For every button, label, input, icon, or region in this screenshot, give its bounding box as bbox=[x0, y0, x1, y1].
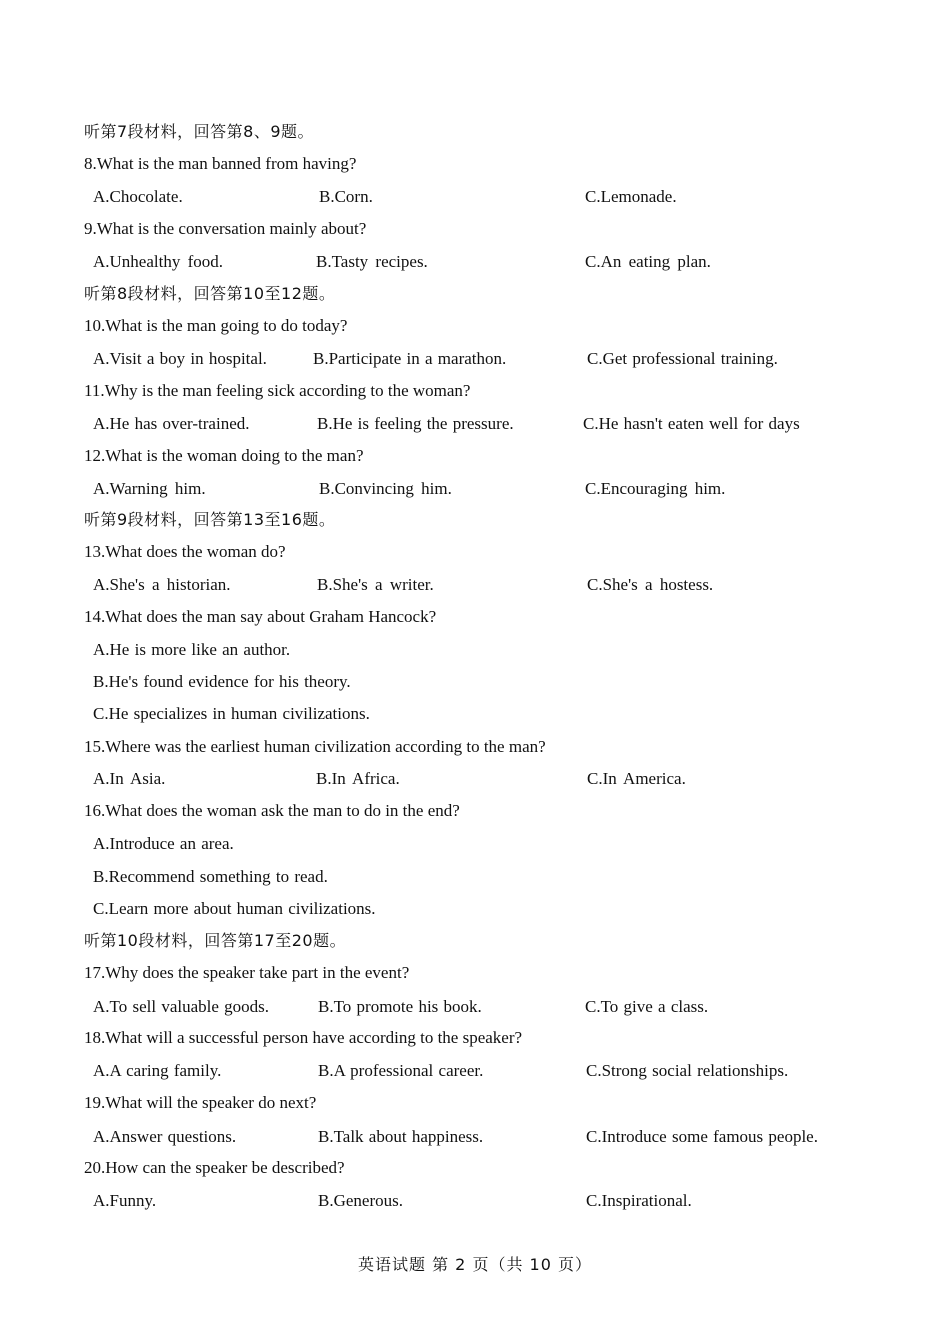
option-14b: B.He's found evidence for his theory. bbox=[93, 672, 351, 691]
option-16c: C.Learn more about human civilizations. bbox=[93, 899, 376, 918]
option-9b: B.Tasty recipes. bbox=[316, 252, 428, 271]
option-8b: B.Corn. bbox=[319, 187, 373, 206]
option-18a: A.A caring family. bbox=[93, 1061, 222, 1080]
question-16: 16.What does the woman ask the man to do in the end? bbox=[84, 801, 460, 820]
question-14: 14.What does the man say about Graham Hancock? bbox=[84, 607, 437, 626]
option-14c: C.He specializes in human civilizations. bbox=[93, 704, 370, 723]
option-10a: A.Visit a boy in hospital. bbox=[93, 349, 267, 368]
question-20: 20.How can the speaker be described? bbox=[84, 1158, 345, 1177]
option-20b: B.Generous. bbox=[318, 1191, 403, 1210]
option-19a: A.Answer questions. bbox=[93, 1127, 237, 1146]
section-heading-7: 听第7段材料，回答第8、9题。 bbox=[84, 122, 315, 141]
option-14a: A.He is more like an author. bbox=[93, 640, 291, 659]
option-18b: B.A professional career. bbox=[318, 1061, 484, 1080]
option-19b: B.Talk about happiness. bbox=[318, 1127, 484, 1146]
option-11b: B.He is feeling the pressure. bbox=[317, 414, 514, 433]
option-15b: B.In Africa. bbox=[316, 769, 400, 788]
option-11c: C.He hasn't eaten well for days bbox=[583, 414, 800, 433]
option-15a: A.In Asia. bbox=[93, 769, 166, 788]
question-13: 13.What does the woman do? bbox=[84, 542, 286, 561]
question-10: 10.What is the man going to do today? bbox=[84, 316, 348, 335]
option-19c: C.Introduce some famous people. bbox=[586, 1127, 818, 1146]
option-17b: B.To promote his book. bbox=[318, 997, 482, 1016]
question-19: 19.What will the speaker do next? bbox=[84, 1093, 317, 1112]
option-8a: A.Chocolate. bbox=[93, 187, 183, 206]
option-16b: B.Recommend something to read. bbox=[93, 867, 328, 886]
option-18c: C.Strong social relationships. bbox=[586, 1061, 789, 1080]
option-9c: C.An eating plan. bbox=[585, 252, 711, 271]
option-20c: C.Inspirational. bbox=[586, 1191, 692, 1210]
section-heading-9: 听第9段材料，回答第13至16题。 bbox=[84, 510, 336, 529]
option-17a: A.To sell valuable goods. bbox=[93, 997, 270, 1016]
option-10c: C.Get professional training. bbox=[587, 349, 778, 368]
option-12c: C.Encouraging him. bbox=[585, 479, 726, 498]
option-13b: B.She's a writer. bbox=[317, 575, 434, 594]
option-10b: B.Participate in a marathon. bbox=[313, 349, 507, 368]
option-13c: C.She's a hostess. bbox=[587, 575, 714, 594]
option-13a: A.She's a historian. bbox=[93, 575, 231, 594]
section-heading-8: 听第8段材料，回答第10至12题。 bbox=[84, 284, 336, 303]
question-15: 15.Where was the earliest human civilization according to the man? bbox=[84, 737, 546, 756]
question-8: 8.What is the man banned from having? bbox=[84, 154, 357, 173]
question-17: 17.Why does the speaker take part in the event? bbox=[84, 963, 410, 982]
question-11: 11.Why is the man feeling sick according to the woman? bbox=[84, 381, 471, 400]
option-8c: C.Lemonade. bbox=[585, 187, 677, 206]
option-12b: B.Convincing him. bbox=[319, 479, 452, 498]
option-11a: A.He has over-trained. bbox=[93, 414, 250, 433]
option-20a: A.Funny. bbox=[93, 1191, 157, 1210]
question-12: 12.What is the woman doing to the man? bbox=[84, 446, 364, 465]
question-9: 9.What is the conversation mainly about? bbox=[84, 219, 367, 238]
option-15c: C.In America. bbox=[587, 769, 686, 788]
option-17c: C.To give a class. bbox=[585, 997, 709, 1016]
option-9a: A.Unhealthy food. bbox=[93, 252, 224, 271]
question-18: 18.What will a successful person have according to the speaker? bbox=[84, 1028, 523, 1047]
option-16a: A.Introduce an area. bbox=[93, 834, 234, 853]
option-12a: A.Warning him. bbox=[93, 479, 206, 498]
page-footer: 英语试题 第 2 页（共 10 页） bbox=[358, 1255, 592, 1274]
section-heading-10: 听第10段材料，回答第17至20题。 bbox=[84, 931, 347, 950]
